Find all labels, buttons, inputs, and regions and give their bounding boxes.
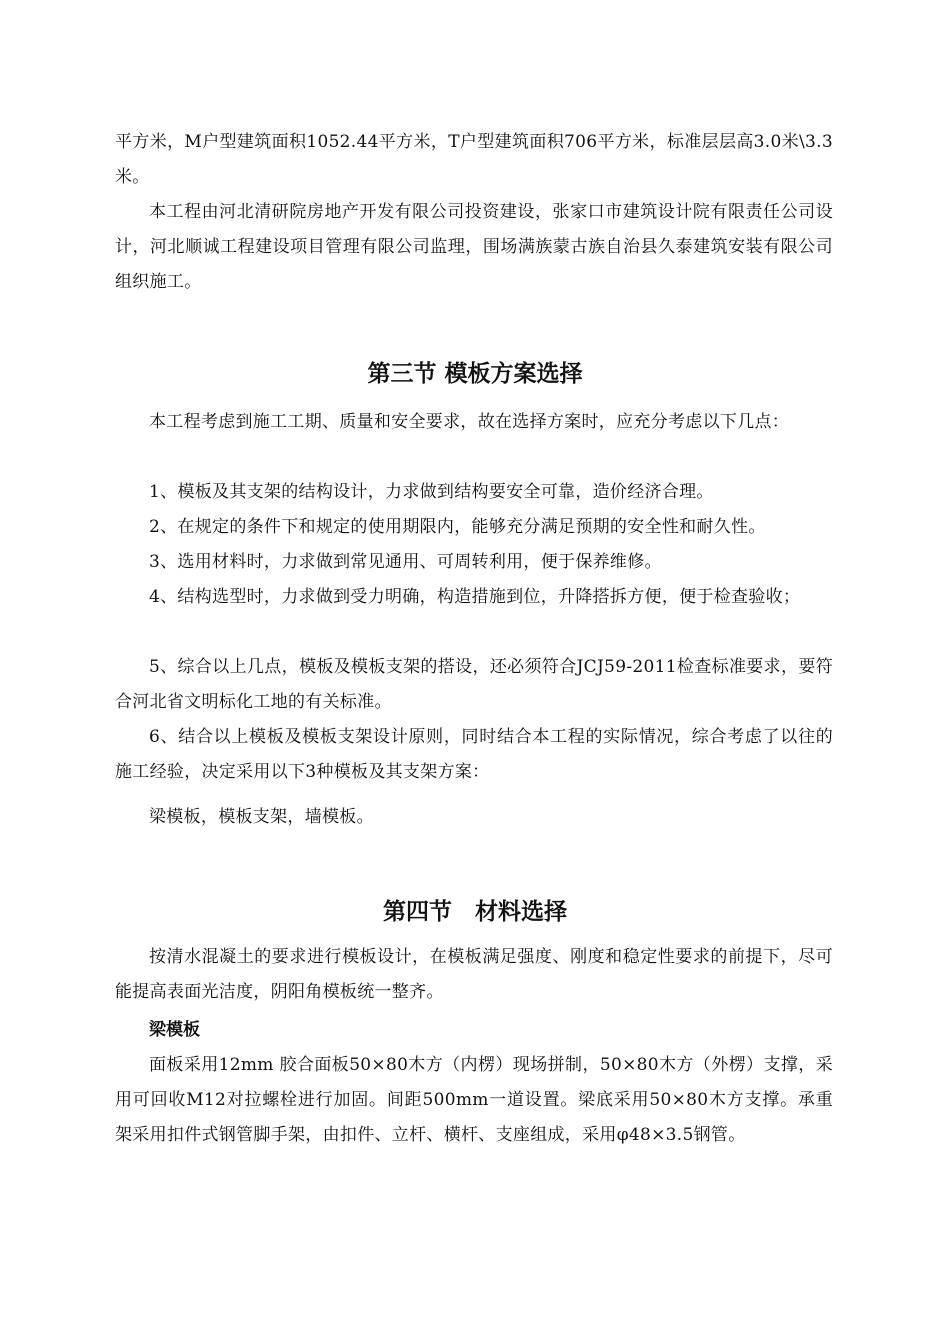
section-3-item-6: 6、结合以上模板及模板支架设计原则，同时结合本工程的实际情况，综合考虑了以往的施工经验，决定采用以下3种模板及其支架方案： (115, 727, 833, 782)
section-4-body: 面板采用12mm 胶合面板50×80木方（内楞）现场拼制，50×80木方（外楞）支撑，采用可回收M12对拉螺栓进行加固。间距500mm一道设置。梁底采用50×80木方支撑。承重架采用扣件式钢管脚手架，由扣件、立杆、横杆、支座组成，采用φ48×3.5钢管。 (115, 1055, 833, 1145)
section-3-item-3: 3、选用材料时，力求做到常见通用、可周转利用，便于保养维修。 (149, 552, 662, 572)
section-3-item-1: 1、模板及其支架的结构设计，力求做到结构要安全可靠，造价经济合理。 (149, 482, 714, 502)
section-4-title: 第四节 材料选择 (383, 899, 567, 925)
section-3-item-2: 2、在规定的条件下和规定的使用期限内，能够充分满足预期的安全性和耐久性。 (149, 517, 766, 537)
section-4-intro: 按清水混凝土的要求进行模板设计，在模板满足强度、刚度和稳定性要求的前提下，尽可能提高表面光洁度，阴阳角模板统一整齐。 (115, 947, 833, 1002)
section-4-subheading: 梁模板 (149, 1020, 200, 1040)
section-3-conclusion: 梁模板，模板支架，墙模板。 (149, 807, 374, 827)
section-3-title: 第三节 模板方案选择 (367, 361, 583, 387)
section-3-item-4: 4、结构选型时，力求做到受力明确，构造措施到位，升降搭拆方便，便于检查验收； (149, 587, 801, 607)
section-3-item-5: 5、综合以上几点，模板及模板支架的搭设，还必须符合JCJ59-2011检查标准要求，要符合河北省文明标化工地的有关标准。 (115, 657, 833, 712)
intro-paragraph-2: 本工程由河北清研院房地产开发有限公司投资建设，张家口市建筑设计院有限责任公司设计，河北顺诚工程建设项目管理有限公司监理，围场满族蒙古族自治县久泰建筑安装有限公司组织施工。 (115, 202, 833, 292)
section-3-intro: 本工程考虑到施工工期、质量和安全要求，故在选择方案时，应充分考虑以下几点： (149, 412, 790, 432)
intro-paragraph-1: 平方米，M户型建筑面积1052.44平方米，T户型建筑面积706平方米，标准层层高3.0米\3.3米。 (115, 132, 833, 187)
